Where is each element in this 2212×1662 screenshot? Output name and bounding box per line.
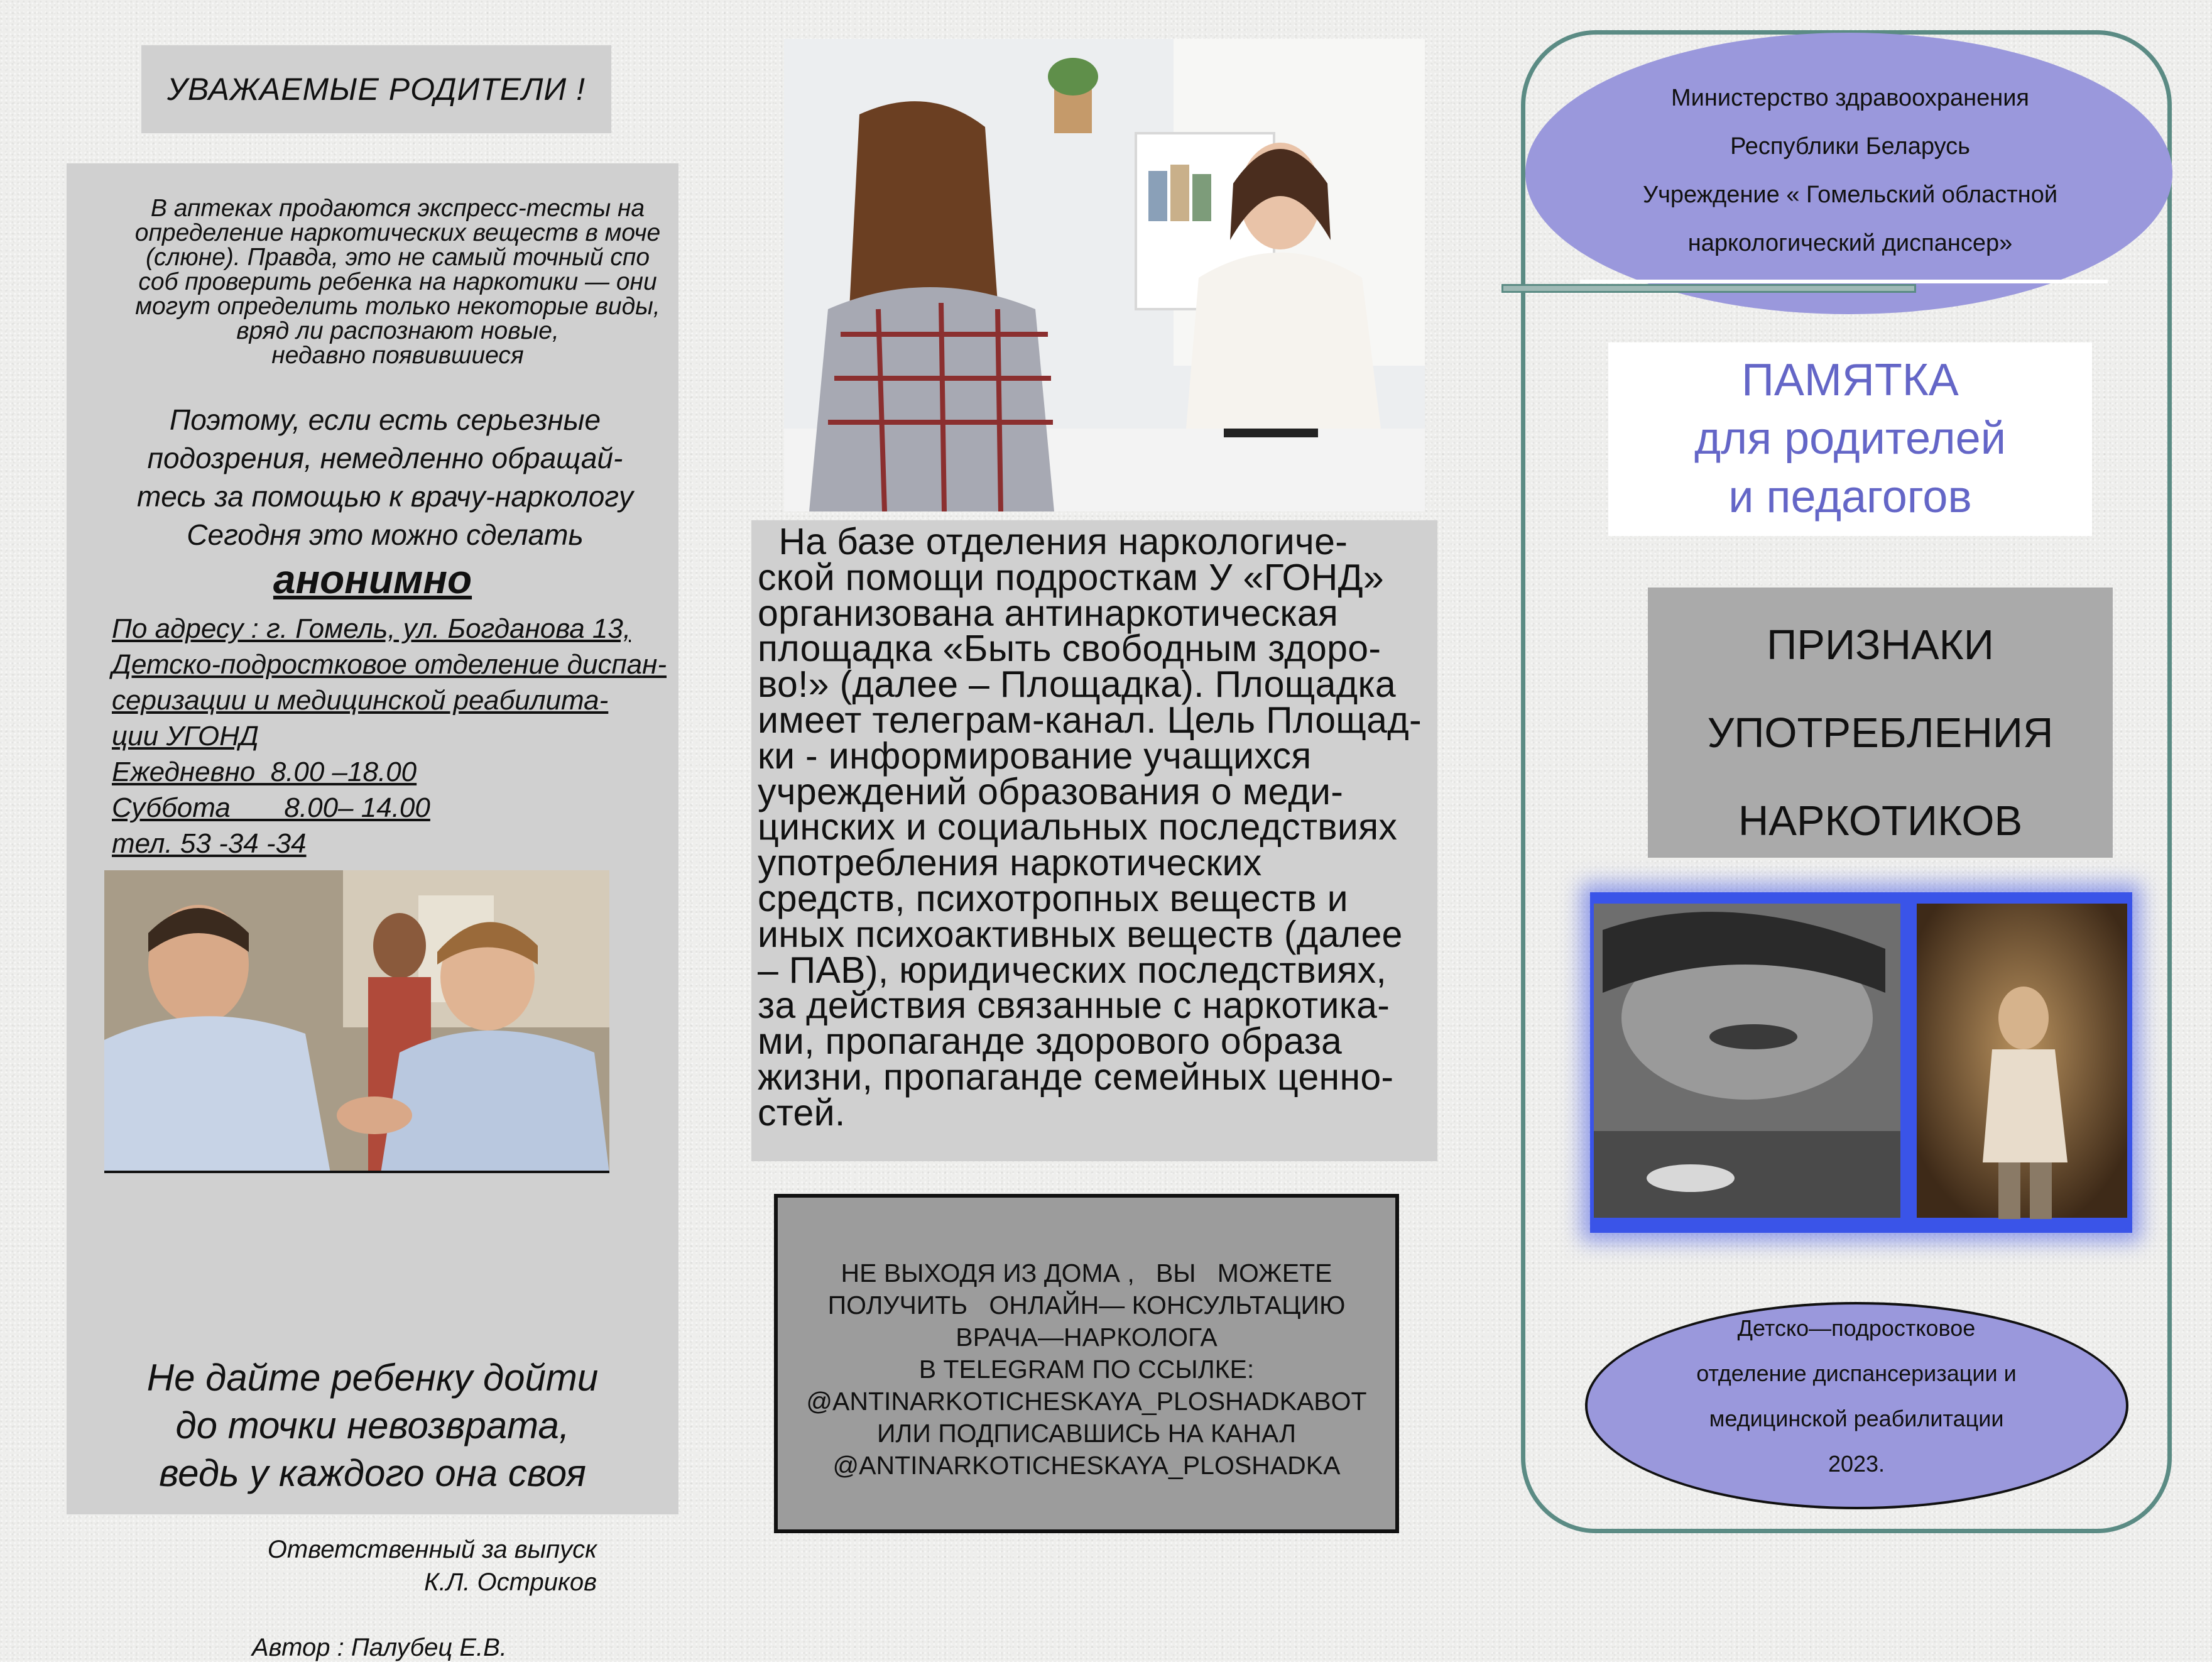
online-consultation-box: [774, 1194, 1399, 1533]
text-line: ПОЛУЧИТЬ ОНЛАЙН— КОНСУЛЬТАЦИЮ: [827, 1291, 1346, 1320]
platform-info-text: [758, 521, 1436, 1134]
text-line: отделение диспансеризации и: [1696, 1360, 2017, 1386]
text-line: недавно появившиеся: [271, 342, 524, 369]
address-line: ции УГОНД: [112, 721, 259, 752]
counseling-session-photo: [784, 39, 1425, 511]
heading-line: НАРКОТИКОВ: [1738, 797, 2023, 845]
responsible-person: [157, 1533, 597, 1599]
text-line: ИЛИ ПОДПИСАВШИСЬ НА КАНАЛ: [876, 1419, 1297, 1448]
address-line: По адресу : г. Гомель, ул. Богданова 13,: [112, 613, 631, 644]
quote-line: до точки невозврата,: [175, 1404, 570, 1446]
ministry-heading: [1558, 74, 2142, 268]
left-info-panel: [67, 163, 678, 1661]
text-line: На базе отделения наркологиче-: [758, 521, 1348, 562]
text-line: Детско—подростковое: [1737, 1315, 1976, 1341]
decorative-line: [1580, 280, 2108, 283]
text-line: подозрения, немедленно обращай-: [147, 442, 623, 474]
text-line: Сегодня это можно сделать: [187, 518, 584, 551]
text-line: Ответственный за выпуск: [267, 1536, 597, 1563]
text-line: наркологический диспансер»: [1687, 230, 2013, 256]
text-line: медицинской реабилитации: [1709, 1406, 2004, 1431]
text-line: употребления наркотических: [758, 842, 1262, 884]
phone-number: тел. 53 -34 -34: [112, 828, 307, 859]
text-line: Поэтому, если есть серьезные: [169, 403, 601, 436]
text-line: ки - информирование учащихся: [758, 735, 1312, 777]
text-line: соб проверить ребенка на наркотики — они: [138, 268, 657, 295]
text-line: учреждений образования о меди-: [758, 770, 1344, 812]
text-line: Республики Беларусь: [1730, 133, 1970, 160]
text-line: ской помощи подросткам У «ГОНД»: [758, 556, 1384, 598]
text-line: Министерство здравоохранения: [1671, 85, 2029, 111]
text-line: тесь за помощью к врачу-наркологу: [136, 480, 634, 513]
family-photo-illustration: [104, 870, 609, 1173]
text-line: площадка «Быть свободным здоро-: [758, 628, 1381, 670]
telegram-channel-link[interactable]: @ANTINARKOTICHESKAYA_PLOSHADKA: [832, 1451, 1341, 1480]
text-line: стей.: [758, 1091, 846, 1134]
counseling-photo-illustration: [784, 39, 1425, 511]
family-conversation-photo: [104, 870, 609, 1173]
text-line: определение наркотических веществ в моче: [134, 219, 661, 246]
platform-info-panel: [751, 520, 1437, 1161]
author-label: Автор : Палубец Е.В.: [252, 1634, 507, 1661]
greeting-heading: УВАЖАЕМЫЕ РОДИТЕЛИ !: [141, 45, 611, 133]
heading-line: УПОТРЕБЛЕНИЯ: [1707, 709, 2054, 757]
text-line: В TELEGRAM ПО ССЫЛКЕ:: [918, 1355, 1255, 1384]
department-info: [1608, 1299, 2105, 1487]
text-line: вряд ли распознают новые,: [236, 317, 559, 344]
text-line: (слюне). Правда, это не самый точный спо: [145, 244, 650, 271]
address-line: Детско-подростковое отделение диспан-: [112, 649, 667, 680]
text-line: иных психоактивных веществ (далее: [758, 913, 1403, 955]
heading-line: ПРИЗНАКИ: [1767, 621, 1994, 669]
text-line: НЕ ВЫХОДЯ ИЗ ДОМА , ВЫ МОЖЕТЕ: [841, 1259, 1332, 1288]
text-line: имеет телеграм-канал. Цель Площад-: [758, 699, 1422, 741]
anonymous-label: анонимно: [273, 557, 472, 602]
text-line: – ПАВ), юридических последствиях,: [758, 949, 1387, 991]
telegram-bot-link[interactable]: @ANTINARKOTICHESKAYA_PLOSHADKABOT: [806, 1387, 1367, 1416]
text-line: за действия связанные с наркотика-: [758, 985, 1390, 1027]
text-line: цинских и социальных последствиях: [758, 806, 1398, 848]
title-line: и педагогов: [1728, 472, 1972, 522]
consult-paragraph: [67, 401, 704, 554]
collage-illustration: [1590, 892, 2132, 1233]
text-line: могут определить только некоторые виды,: [135, 293, 660, 320]
title-line: ПАМЯТКА: [1741, 355, 1959, 405]
quote-line: Не дайте ребенку дойти: [146, 1357, 599, 1399]
schedule-saturday: Суббота 8.00– 14.00: [112, 792, 430, 823]
address-block: [112, 611, 665, 861]
online-consultation-text: [778, 1257, 1395, 1482]
express-tests-paragraph: [67, 196, 729, 368]
text-line: жизни, пропаганде семейных ценно-: [758, 1056, 1394, 1098]
text-line: Учреждение « Гомельский областной: [1642, 182, 2058, 208]
text-line: ВРАЧА—НАРКОЛОГА: [956, 1323, 1218, 1352]
text-line: организована антинаркотическая: [758, 592, 1339, 634]
address-line: серизации и медицинской реабилита-: [112, 685, 609, 716]
text-line: ми, пропаганде здорового образа: [758, 1020, 1343, 1063]
signs-heading: [1648, 588, 2113, 858]
text-line: В аптеках продаются экспресс-тесты на: [150, 195, 645, 222]
decorative-bar: [1501, 284, 1916, 293]
text-line: во!» (далее – Площадка). Площадка: [758, 664, 1396, 706]
brochure-title: [1608, 342, 2092, 536]
title-line: для родителей: [1694, 413, 2006, 464]
schedule-weekdays: Ежедневно 8.00 –18.00: [112, 757, 417, 787]
year-label: 2023.: [1828, 1451, 1885, 1477]
quote-block: [67, 1354, 678, 1497]
drug-use-collage-photo: [1590, 892, 2132, 1233]
text-line: К.Л. Остриков: [424, 1568, 597, 1596]
quote-line: ведь у каждого она своя: [159, 1452, 586, 1494]
text-line: средств, психотропных веществ и: [758, 877, 1348, 919]
